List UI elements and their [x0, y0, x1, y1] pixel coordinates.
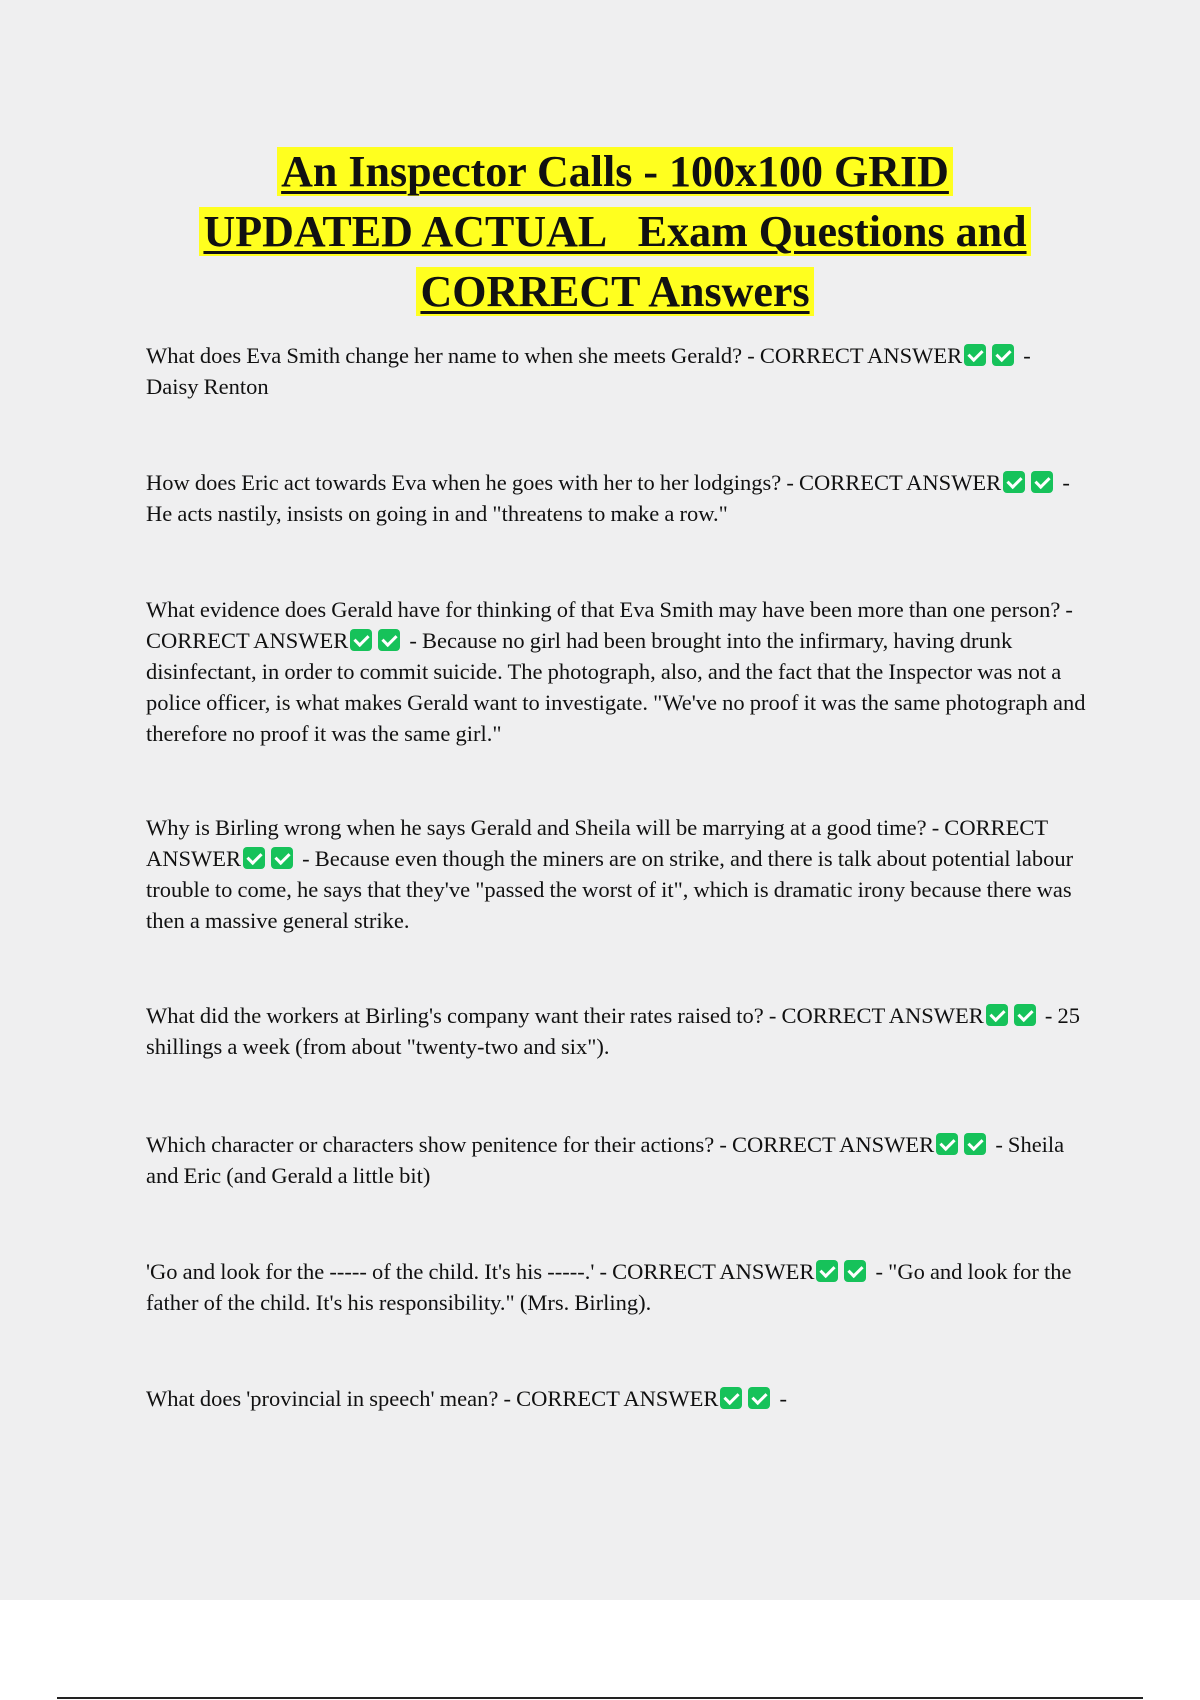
answer-text: - Because no girl had been brought into the infirmary, having drunk disinfectant, in order to commit suicide. The photograph, also, and the fact that the Inspector was not a police officer, is what makes Gerald want to investigate. "We've no proof it was the same photograph and therefore no proof it was the same girl.": [146, 628, 1086, 746]
qa-item: [146, 812, 1086, 936]
qa-item: [146, 1383, 1086, 1414]
question-text: What does 'provincial in speech' mean? - CORRECT ANSWER: [146, 1386, 719, 1411]
check-box-icon: [350, 629, 372, 651]
check-box-icon: [964, 344, 986, 366]
check-box-icon: [992, 344, 1014, 366]
check-box-icon: [243, 847, 265, 869]
question-text: How does Eric act towards Eva when he goes with her to her lodgings? - CORRECT ANSWER: [146, 470, 1002, 495]
check-box-icon: [378, 629, 400, 651]
question-text: Which character or characters show penitence for their actions? - CORRECT ANSWER: [146, 1132, 935, 1157]
check-box-icon: [271, 847, 293, 869]
check-box-icon: [720, 1387, 742, 1409]
answer-text: - Because even though the miners are on strike, and there is talk about potential labour trouble to come, he says that they've "passed the worst of it", which is dramatic irony because there was then a massive general strike.: [146, 846, 1074, 933]
qa-item: [146, 1129, 1086, 1191]
question-text: 'Go and look for the ----- of the child. It's his -----.' - CORRECT ANSWER: [146, 1259, 815, 1284]
title-line: CORRECT Answers: [130, 262, 1100, 322]
answer-text: - Sheila and Eric (and Gerald a little bit): [146, 1132, 1065, 1188]
check-box-icon: [1003, 471, 1025, 493]
answer-text: -: [774, 1386, 787, 1411]
answer-text: - "Go and look for the father of the child. It's his responsibility." (Mrs. Birling).: [146, 1259, 1072, 1315]
qa-item: [146, 594, 1086, 749]
check-box-icon: [986, 1004, 1008, 1026]
title-line: UPDATED ACTUAL Exam Questions and: [130, 202, 1100, 262]
check-box-icon: [936, 1133, 958, 1155]
qa-item: [146, 1256, 1086, 1318]
check-box-icon: [1014, 1004, 1036, 1026]
check-box-icon: [964, 1133, 986, 1155]
question-text: What evidence does Gerald have for thinking of that Eva Smith may have been more than one person? - CORRECT ANSWER: [146, 597, 1073, 653]
check-box-icon: [1031, 471, 1053, 493]
check-box-icon: [816, 1260, 838, 1282]
answer-text: - 25 shillings a week (from about "twenty-two and six").: [146, 1003, 1080, 1059]
question-text: What did the workers at Birling's company want their rates raised to? - CORRECT ANSWER: [146, 1003, 984, 1028]
answer-text: - Daisy Renton: [146, 343, 1031, 399]
title-line: An Inspector Calls - 100x100 GRID: [130, 142, 1100, 202]
check-box-icon: [748, 1387, 770, 1409]
qa-item: [146, 1000, 1086, 1062]
question-text: What does Eva Smith change her name to when she meets Gerald? - CORRECT ANSWER: [146, 343, 963, 368]
qa-item: [146, 340, 1086, 402]
check-box-icon: [844, 1260, 866, 1282]
page-divider: [57, 1697, 1143, 1699]
document-title: [130, 142, 1100, 322]
answer-text: - He acts nastily, insists on going in and "threatens to make a row.": [146, 470, 1070, 526]
qa-item: [146, 467, 1086, 529]
question-text: Why is Birling wrong when he says Gerald and Sheila will be marrying at a good time? - CORRECT ANSWER: [146, 815, 1048, 871]
